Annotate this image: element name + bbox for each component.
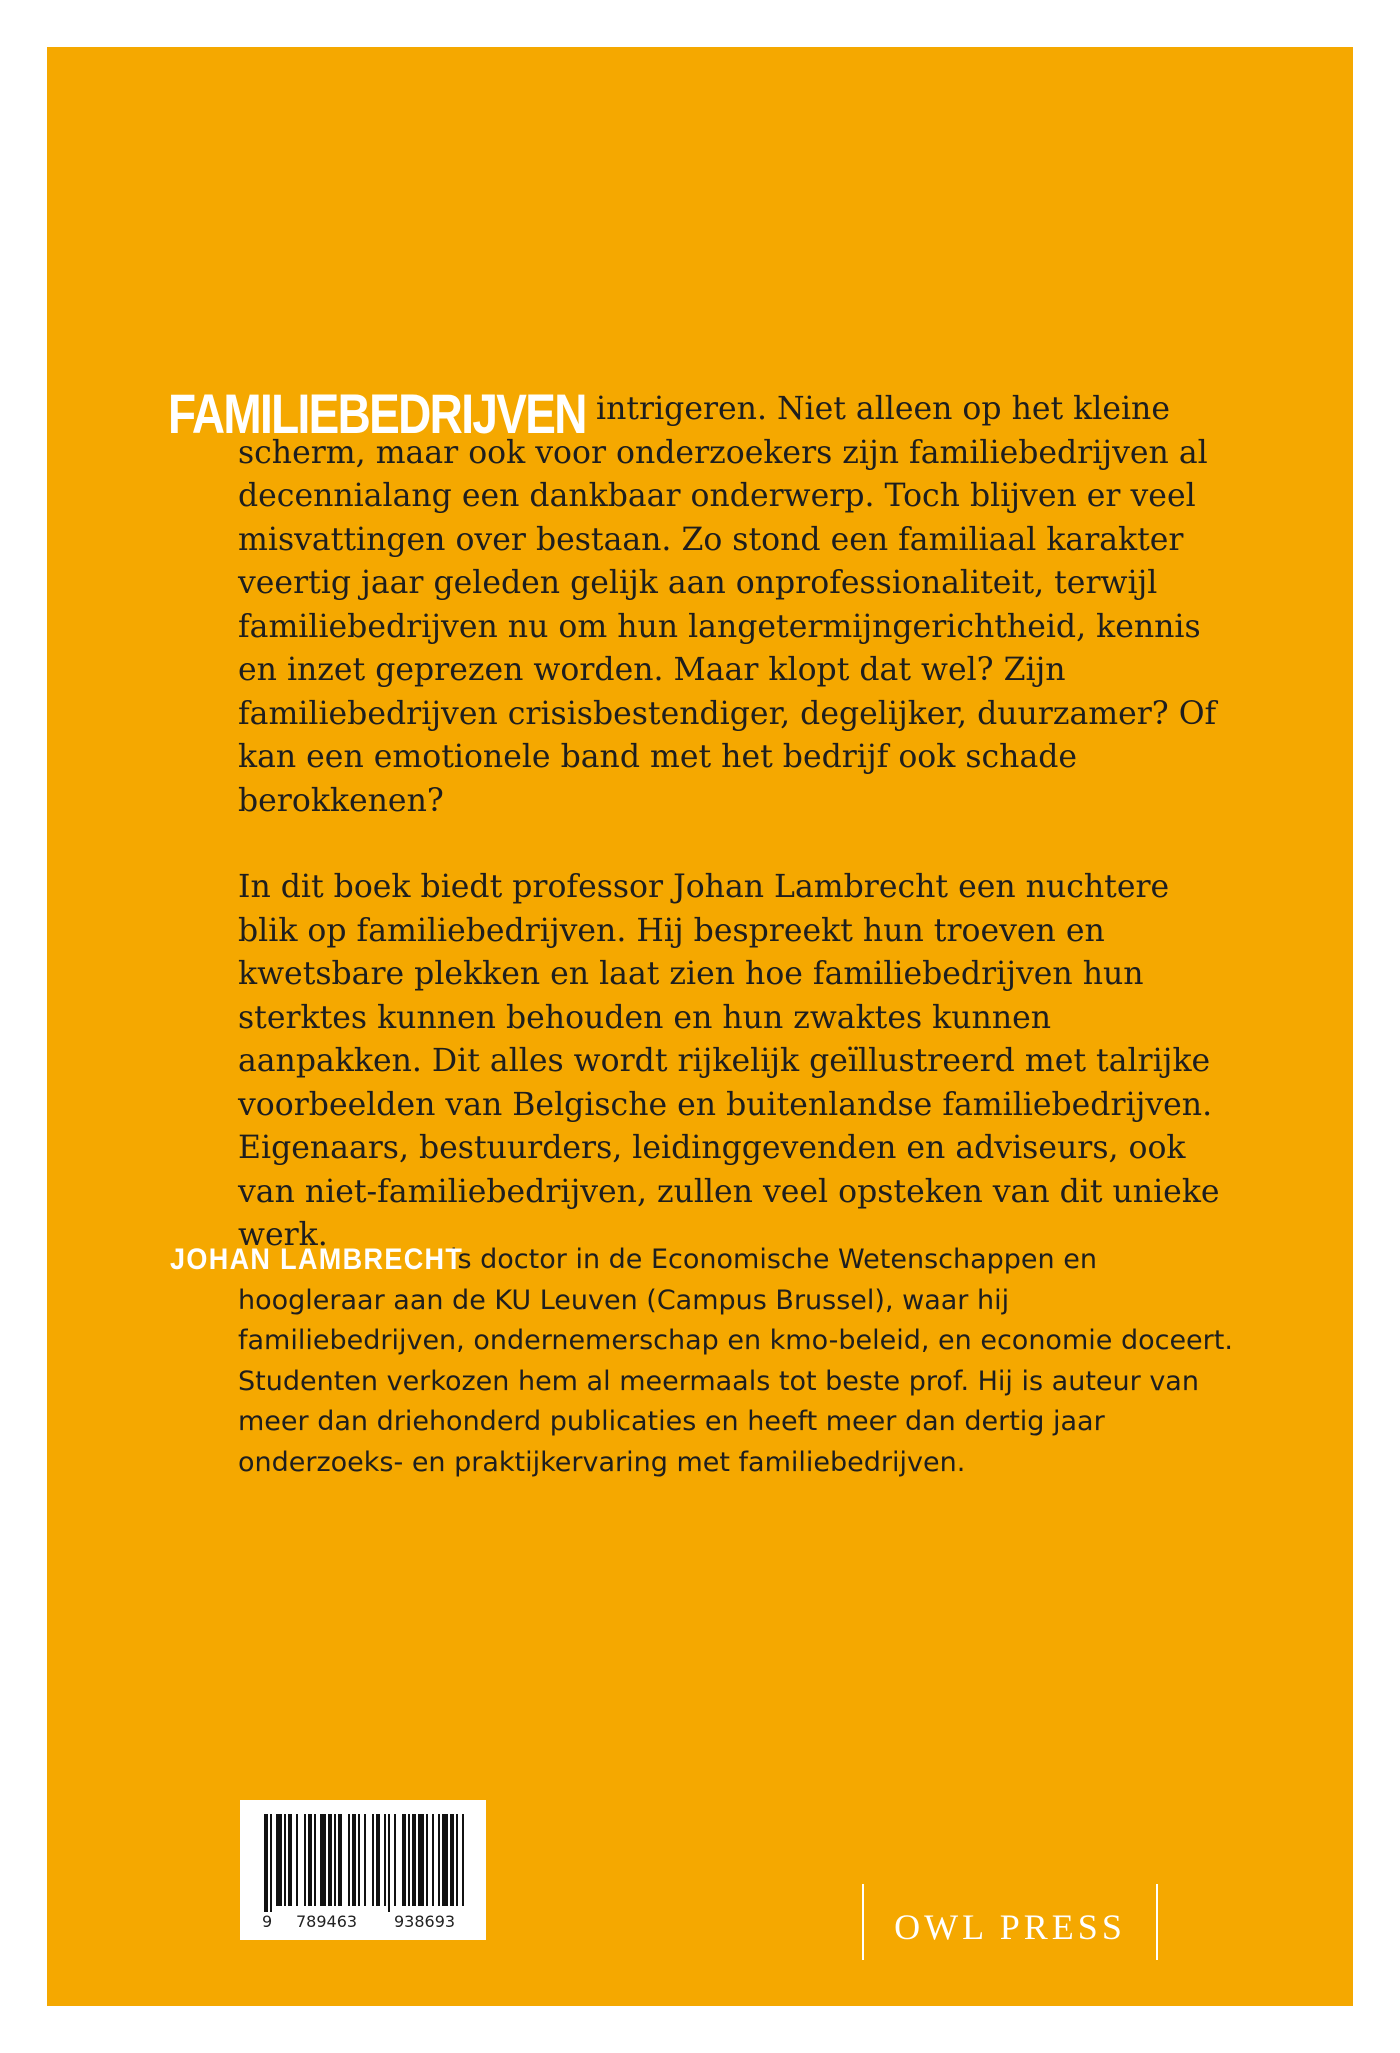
barcode-bar: [376, 1814, 380, 1906]
barcode-bar: [276, 1814, 282, 1906]
barcode-bar: [442, 1814, 448, 1906]
lead-word: FAMILIEBEDRIJVEN: [168, 382, 586, 445]
blurb-paragraph-1: [168, 382, 1238, 823]
barcode-bar: [328, 1814, 332, 1906]
barcode-bar: [270, 1814, 272, 1912]
author-bio: [170, 1240, 1238, 1483]
barcode-bar: [388, 1814, 390, 1912]
barcode-bar: [384, 1814, 386, 1906]
barcode-bar: [418, 1814, 424, 1906]
barcode-bar: [314, 1814, 316, 1906]
barcode-bar: [288, 1814, 292, 1906]
publisher-logo: [862, 1884, 1158, 1960]
barcode-bar: [264, 1814, 268, 1912]
barcode-bar: [456, 1814, 458, 1906]
isbn-prefix: 9: [262, 1912, 273, 1931]
barcode-bar: [308, 1814, 312, 1906]
barcode-bar: [408, 1814, 410, 1906]
publisher-rule-right: [1156, 1884, 1158, 1960]
publisher-name: OWL PRESS: [894, 1907, 1126, 1947]
barcode-bar: [432, 1814, 434, 1906]
barcode-bar: [304, 1814, 306, 1906]
barcode-bar: [372, 1814, 374, 1906]
barcode-bar: [338, 1814, 342, 1906]
blurb-paragraph-1-text: intrigeren. Niet alleen op het kleine scherm, maar ook voor onderzoekers zijn familiebedrijven al decennialang een dankbaar onderwerp. Toch blijven er veel misvattingen over bestaan. Zo stond een familiaal karakter veertig jaar geleden gelijk aan onprofessionaliteit, terwijl familiebedrijven nu om hun langetermijngerichtheid, kennis en inzet geprezen worden. Maar klopt dat wel? Zijn familiebedrijven crisisbestendiger, degelijker, duurzamer? Of kan een emotionele band met het bedrijf ook schade berokkenen?: [238, 391, 1217, 819]
barcode-bar: [320, 1814, 326, 1906]
barcode-bar: [394, 1814, 396, 1906]
barcode-bar: [348, 1814, 350, 1906]
author-name: JOHAN LAMBRECHT: [170, 1243, 464, 1276]
barcode-bar: [462, 1814, 464, 1906]
barcode-bar: [450, 1814, 454, 1906]
barcode-bar: [352, 1814, 356, 1906]
barcode-bar: [364, 1814, 366, 1906]
author-bio-text: is doctor in de Economische Wetenschappen en hoogleraar aan de KU Leuven (Campus Brussel), waar hij familiebedrijven, ondernemerschap en kmo-beleid, en economie doceert. Studenten verkozen hem al meermaals tot beste prof. Hij is auteur van meer dan driehonderd publicaties en heeft meer dan dertig jaar onderzoeks- en praktijkervaring met familiebedrijven.: [238, 1244, 1233, 1478]
blurb-paragraph-2: In dit boek biedt professor Johan Lambrecht een nuchtere blik op familiebedrijven. Hij bespreekt hun troeven en kwetsbare plekken en laat zien hoe familiebedrijven hun sterktes kunnen behouden en hun zwaktes kunnen aanpakken. Dit alles wordt rijkelijk geïllustreerd met talrijke voorbeelden van Belgische en buitenlandse familiebedrijven. Eigenaars, bestuurders, leidinggevenden en adviseurs, ook van niet-familiebedrijven, zullen veel opsteken van dit unieke werk.: [238, 869, 1220, 1253]
barcode-bar: [438, 1814, 440, 1906]
blurb: [168, 382, 1238, 1258]
barcode-bar: [284, 1814, 286, 1906]
isbn-group-2: 938693: [394, 1912, 456, 1931]
barcode-bar: [334, 1814, 336, 1906]
barcode-bar: [426, 1814, 428, 1906]
barcode-bar: [402, 1814, 406, 1906]
barcode-bars: [240, 1800, 486, 1912]
barcode-bar: [296, 1814, 298, 1906]
barcode-bar: [358, 1814, 360, 1906]
barcode-bar: [412, 1814, 416, 1906]
isbn-group-1: 789463: [296, 1912, 358, 1931]
isbn-barcode: [240, 1800, 486, 1940]
